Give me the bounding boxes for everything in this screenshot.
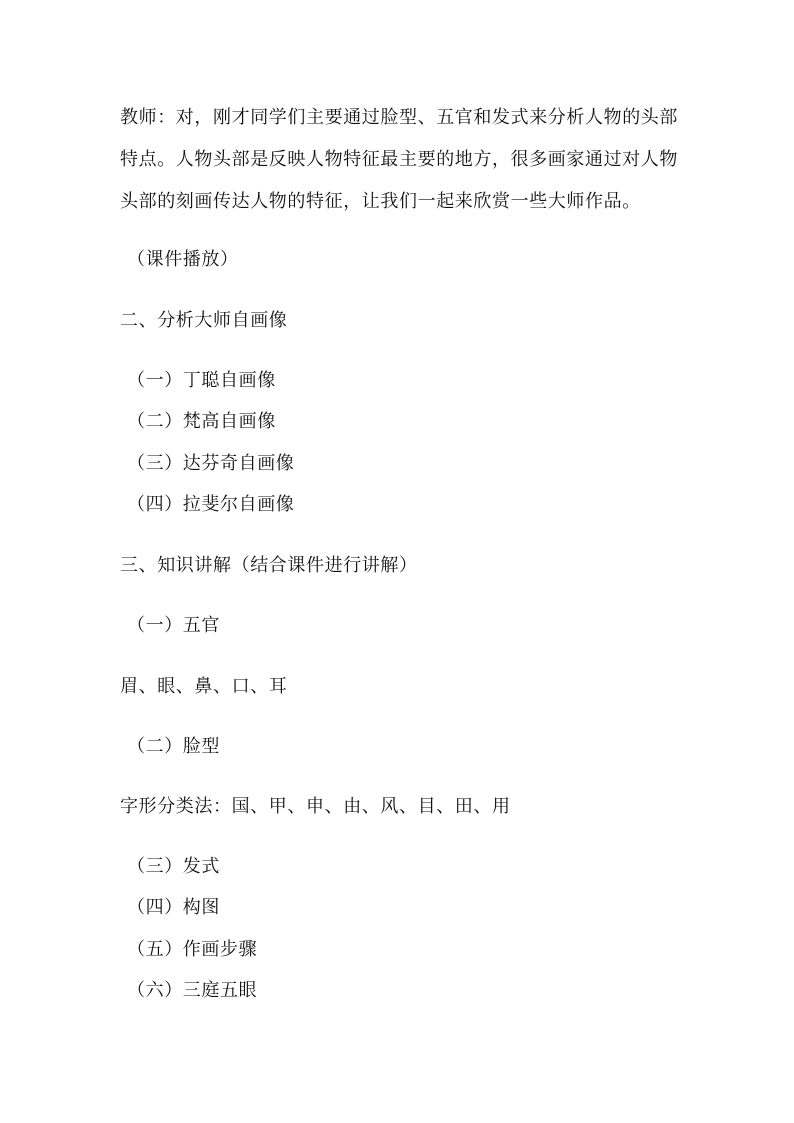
section-2-item-2: （二）梵高自画像: [127, 411, 276, 432]
section-3-item-hairstyle: （三）发式: [127, 856, 220, 877]
section-2-heading: 二、分析大师自画像: [120, 310, 288, 331]
paragraph-line-2: 特点。人物头部是反映人物特征最主要的地方，很多画家通过对人物: [120, 149, 678, 170]
facial-features-heading: （一）五官: [127, 615, 220, 636]
paragraph-line-1: 教师：对，刚才同学们主要通过脸型、五官和发式来分析人物的头部: [120, 107, 678, 128]
face-shape-method: 字形分类法：国、甲、申、由、风、目、田、用: [120, 796, 511, 817]
courseware-note: （课件播放）: [127, 249, 239, 270]
section-3-item-steps: （五）作画步骤: [127, 939, 258, 960]
section-3-heading: 三、知识讲解（结合课件进行讲解）: [120, 555, 418, 576]
section-2-item-4: （四）拉斐尔自画像: [127, 494, 295, 515]
face-shape-heading: （二）脸型: [127, 736, 220, 757]
section-3-item-proportions: （六）三庭五眼: [127, 980, 258, 1001]
section-2-item-3: （三）达芬奇自画像: [127, 453, 295, 474]
paragraph-line-3: 头部的刻画传达人物的特征，让我们一起来欣赏一些大师作品。: [120, 191, 641, 212]
section-3-item-composition: （四）构图: [127, 897, 220, 918]
facial-features-list: 眉、眼、鼻、口、耳: [120, 676, 288, 697]
section-2-item-1: （一）丁聪自画像: [127, 370, 276, 391]
